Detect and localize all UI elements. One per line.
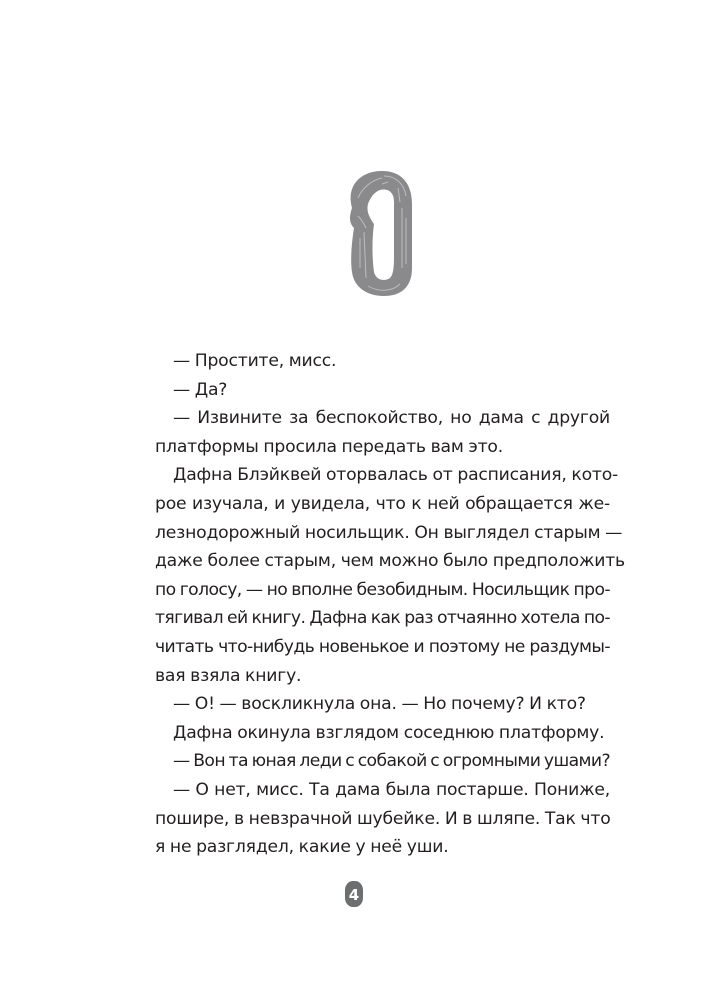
text-line: вая взяла книгу. <box>155 665 302 686</box>
text-line: — Да? <box>173 379 228 400</box>
text-line: — Простите, мисс. <box>173 351 337 371</box>
text-line: я не разглядел, какие у неё уши. <box>155 837 449 858</box>
text-line: Дафна окинула взглядом соседнюю платформу. <box>173 722 605 743</box>
text-line: даже более старым, чем можно было предположить <box>155 551 625 572</box>
text-line: — О! — воскликнула она. — Но почему? И кто? <box>173 694 586 715</box>
text-line: — Извините за беспокойство, но дама с другой <box>173 408 610 429</box>
chapter-number <box>338 168 420 298</box>
text-line: пошире, в невзрачной шубейке. И в шляпе. Так что <box>155 808 611 829</box>
body-text <box>155 347 625 862</box>
text-line: тягивал ей книгу. Дафна как раз отчаянно хотела по- <box>155 608 610 629</box>
text-line: — О нет, мисс. Та дама была постарше. Пониже, <box>173 779 610 800</box>
page-number-text: 4 <box>348 886 360 904</box>
page-number-badge-icon <box>344 880 364 908</box>
text-line: — Вон та юная леди с собакой с огромными ушами? <box>173 751 610 772</box>
text-line: по голосу, — но вполне безобидным. Носильщик про- <box>155 579 610 600</box>
page-number <box>344 880 364 908</box>
chapter-number-one-icon <box>338 168 420 298</box>
text-line: платформы просила передать вам это. <box>155 436 503 457</box>
text-line: Дафна Блэйквей оторвалась от расписания, кото- <box>173 465 619 486</box>
text-line: лезнодорожный носильщик. Он выглядел старым — <box>155 522 623 543</box>
text-line: читать что-нибудь новенькое и поэтому не раздумы- <box>155 636 610 657</box>
text-line: рое изучала, и увидела, что к ней обращается же- <box>155 493 610 514</box>
